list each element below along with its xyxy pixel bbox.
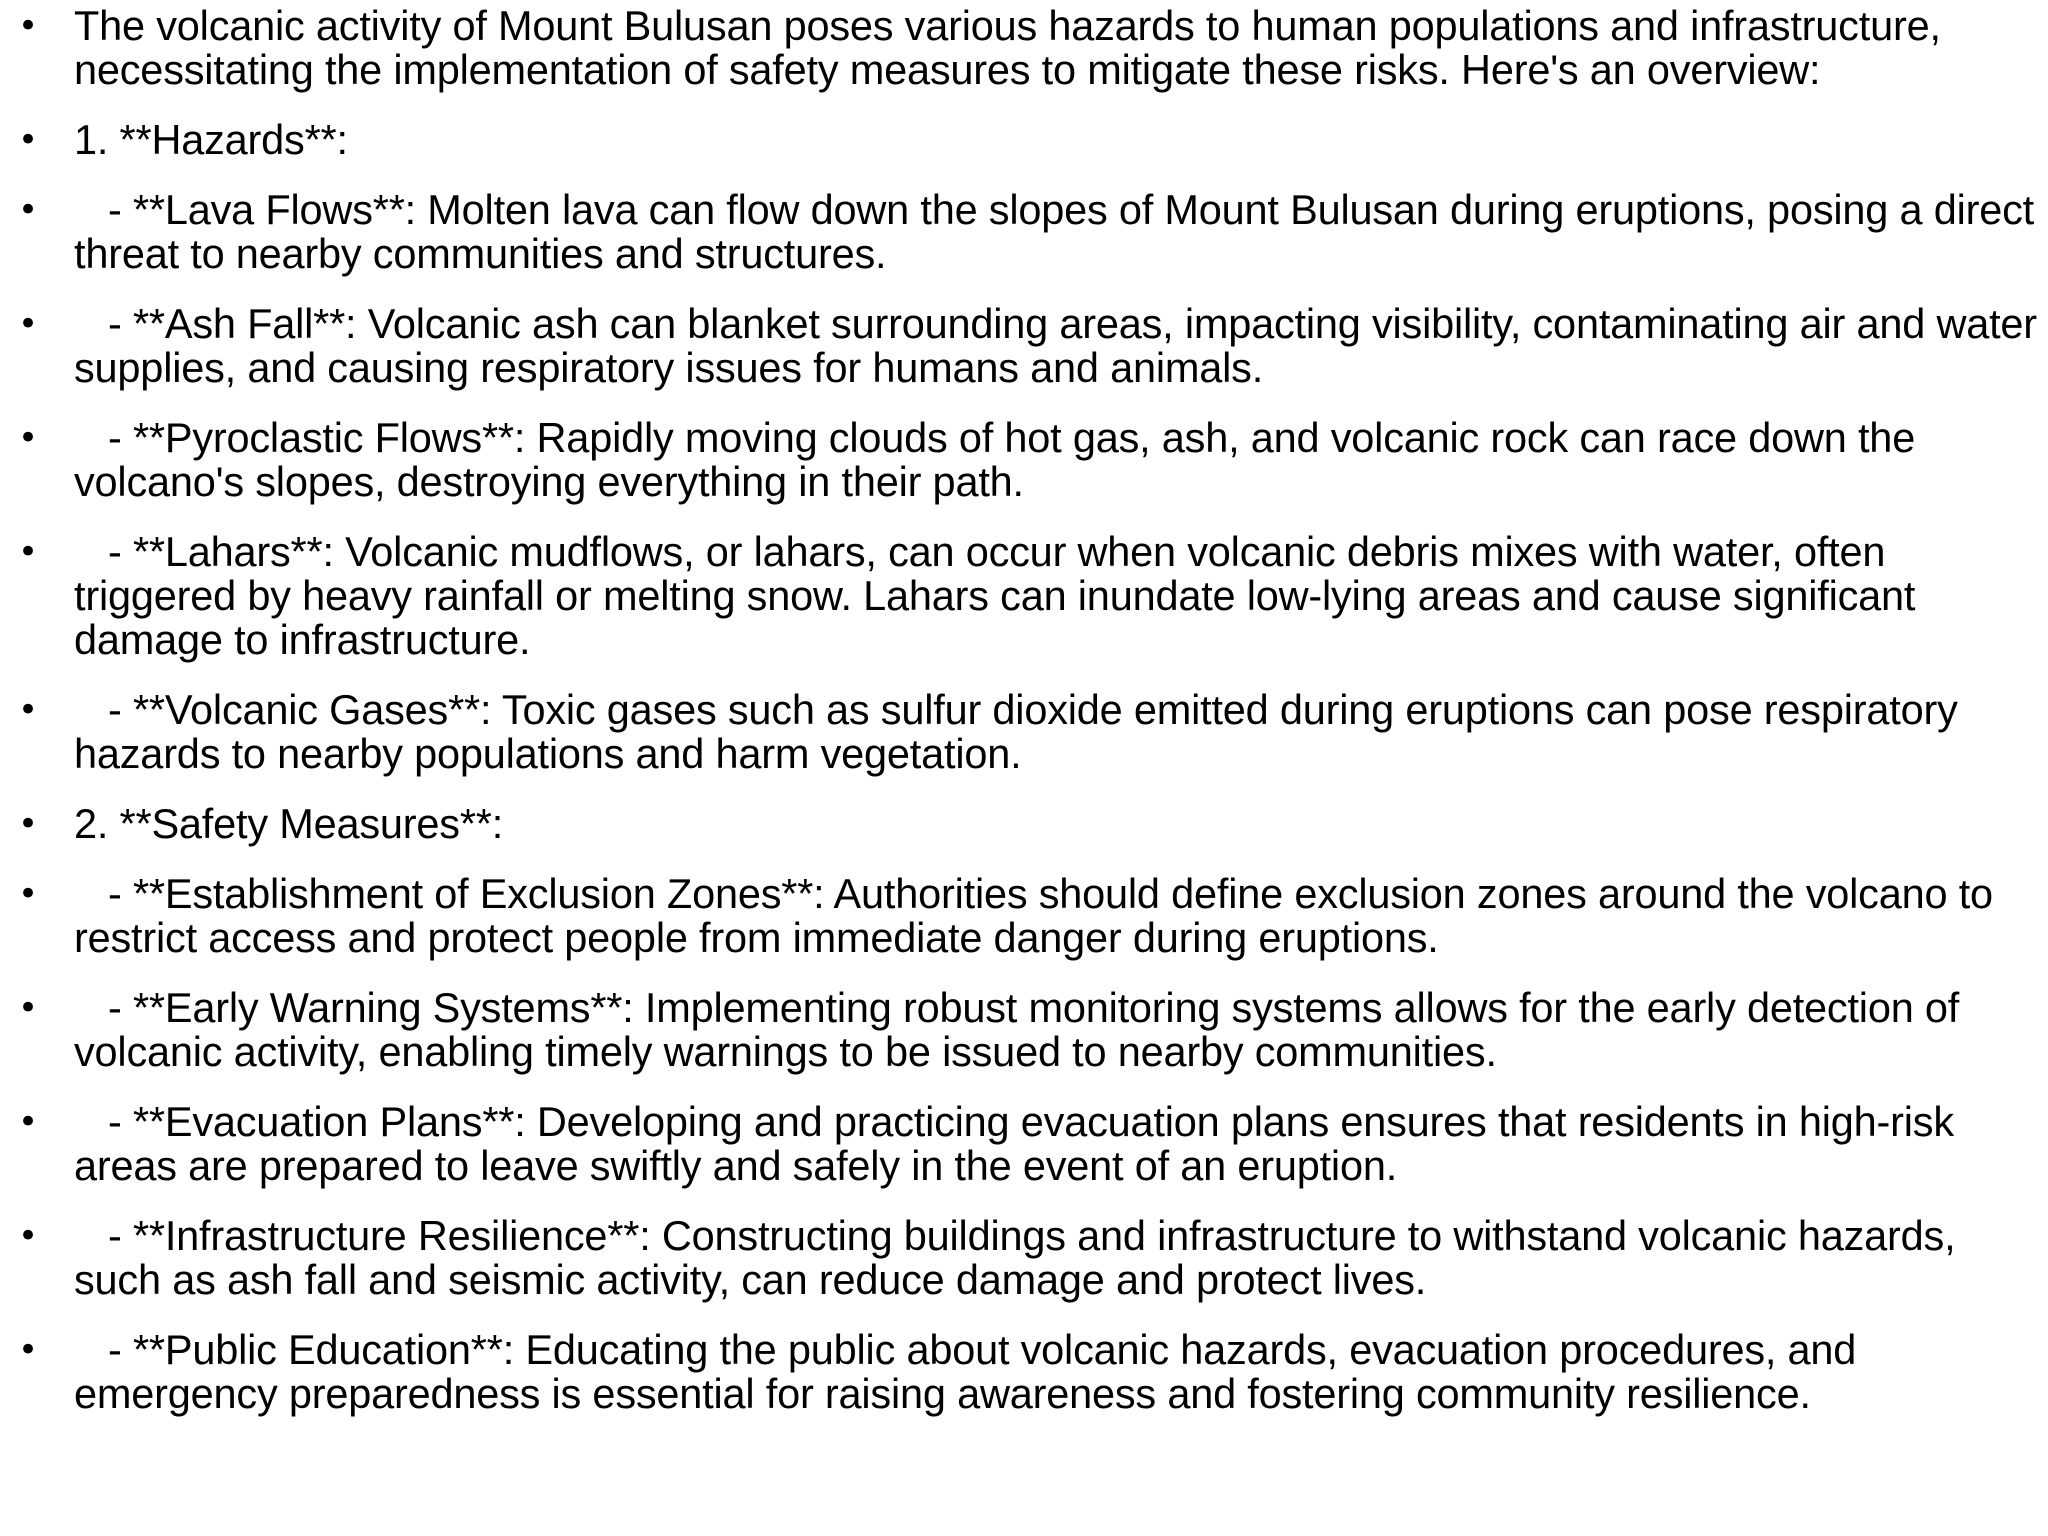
bullet-text-infrastructure-resilience: - **Infrastructure Resilience**: Constructing buildings and infrastructure to withstand volcanic hazards, such as ash fall and seismic activity, can reduce damage and protect lives. bbox=[74, 1212, 1967, 1303]
bullet-text-intro: The volcanic activity of Mount Bulusan poses various hazards to human populations and infrastructure, necessitating the implementation of safety measures to mitigate these risks. Here's an overview: bbox=[74, 2, 1953, 93]
bullet-item bbox=[0, 118, 2048, 162]
bullet-icon: • bbox=[18, 804, 39, 844]
bullet-item bbox=[0, 530, 2048, 662]
bullet-icon: • bbox=[18, 304, 39, 344]
bullet-item bbox=[0, 302, 2048, 390]
bullet-item bbox=[0, 802, 2048, 846]
bullet-text-evacuation-plans: - **Evacuation Plans**: Developing and practicing evacuation plans ensures that residents in high-risk areas are prepared to leave swiftly and safely in the event of an eruption. bbox=[74, 1098, 1966, 1189]
bullet-item bbox=[0, 688, 2048, 776]
bullet-item bbox=[0, 416, 2048, 504]
bullet-item bbox=[0, 1100, 2048, 1188]
bullet-text-exclusion-zones: - **Establishment of Exclusion Zones**: Authorities should define exclusion zones around the volcano to restrict access and protect people from immediate danger during eruptions. bbox=[74, 870, 2005, 961]
bullet-item bbox=[0, 1328, 2048, 1416]
bullet-text-ash-fall: - **Ash Fall**: Volcanic ash can blanket surrounding areas, impacting visibility, contaminating air and water supplies, and causing respiratory issues for humans and animals. bbox=[74, 300, 2048, 391]
bullet-list bbox=[0, 4, 2048, 1442]
bullet-text-lahars: - **Lahars**: Volcanic mudflows, or lahars, can occur when volcanic debris mixes with water, often triggered by heavy rainfall or melting snow. Lahars can inundate low-lying areas and cause significant damage to infrastructure. bbox=[74, 528, 1927, 663]
bullet-text-lava-flows: - **Lava Flows**: Molten lava can flow down the slopes of Mount Bulusan during eruptions, posing a direct threat to nearby communities and structures. bbox=[74, 186, 2046, 277]
bullet-item bbox=[0, 872, 2048, 960]
bullet-icon: • bbox=[18, 690, 39, 730]
bullet-item bbox=[0, 188, 2048, 276]
bullet-item bbox=[0, 986, 2048, 1074]
bullet-text-early-warning: - **Early Warning Systems**: Implementing robust monitoring systems allows for the early detection of volcanic activity, enabling timely warnings to be issued to nearby communities. bbox=[74, 984, 1971, 1075]
bullet-icon: • bbox=[18, 1102, 39, 1142]
bullet-item bbox=[0, 4, 2048, 92]
bullet-text-public-education: - **Public Education**: Educating the public about volcanic hazards, evacuation procedures, and emergency preparedness is essential for raising awareness and fostering community resilience. bbox=[74, 1326, 1868, 1417]
bullet-icon: • bbox=[18, 418, 39, 458]
bullet-item bbox=[0, 1214, 2048, 1302]
bullet-text-volcanic-gases: - **Volcanic Gases**: Toxic gases such as sulfur dioxide emitted during eruptions can pose respiratory hazards to nearby populations and harm vegetation. bbox=[74, 686, 1969, 777]
bullet-text-pyroclastic-flows: - **Pyroclastic Flows**: Rapidly moving clouds of hot gas, ash, and volcanic rock can race down the volcano's slopes, destroying everything in their path. bbox=[74, 414, 1927, 505]
bullet-icon: • bbox=[18, 190, 39, 230]
bullet-icon: • bbox=[18, 1330, 39, 1370]
bullet-icon: • bbox=[18, 120, 39, 160]
bullet-icon: • bbox=[18, 532, 39, 572]
section-heading-safety-measures: 2. **Safety Measures**: bbox=[74, 800, 504, 847]
bullet-icon: • bbox=[18, 988, 39, 1028]
section-heading-hazards: 1. **Hazards**: bbox=[74, 116, 348, 163]
bullet-icon: • bbox=[18, 1216, 39, 1256]
bullet-icon: • bbox=[18, 874, 39, 914]
bullet-icon: • bbox=[18, 6, 39, 46]
